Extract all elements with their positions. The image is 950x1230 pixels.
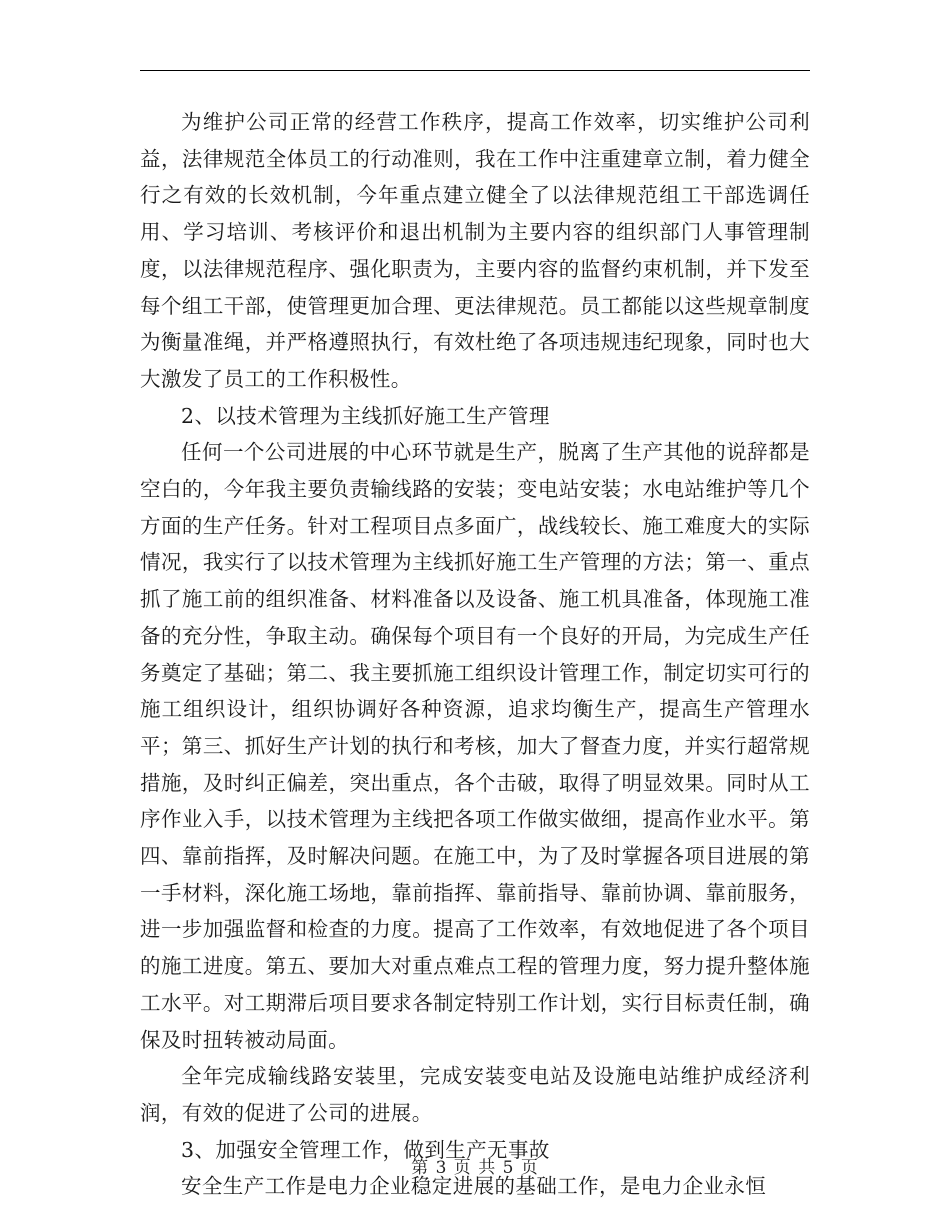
header-rule bbox=[140, 70, 810, 71]
paragraph-regulations: 为维护公司正常的经营工作秩序，提高工作效率，切实维护公司利益，法律规范全体员工的行动准则，我在工作中注重建章立制，着力健全行之有效的长效机制，今年重点建立健全了以法律规范组工干部选调任用、学习培训、考核评价和退出机制为主要内容的组织部门人事管理制度，以法律规范程序、强化职责为，主要内容的监督约束机制，并下发至每个组工干部，使管理更加合理、更法律规范。员工都能以这些规章制度为衡量准绳，并严格遵照执行，有效杜绝了各项违规违纪现象，同时也大大激发了员工的工作积极性。 bbox=[140, 110, 810, 391]
section-heading-construction: 2、以技术管理为主线抓好施工生产管理 bbox=[181, 403, 550, 428]
page-number-footer: 第 3 页 共 5 页 bbox=[411, 1158, 539, 1178]
paragraph-safety: 安全生产工作是电力企业稳定进展的基础工作，是电力企业永恒 bbox=[181, 1174, 767, 1199]
section-heading-safety: 3、加强安全管理工作，做到生产无事故 bbox=[181, 1137, 550, 1162]
paragraph-construction: 任何一个公司进展的中心环节就是生产，脱离了生产其他的说辞都是空白的，今年我主要负责输线路的安装；变电站安装；水电站维护等几个方面的生产任务。针对工程项目点多面广，战线较长、施工难度大的实际情况，我实行了以技术管理为主线抓好施工生产管理的方法；第一、重点抓了施工前的组织准备、材料准备以及设备、施工机具准备，体现施工准备的充分性，争取主动。确保每个项目有一个良好的开局，为完成生产任务奠定了基础；第二、我主要抓施工组织设计管理工作，制定切实可行的施工组织设计，组织协调好各种资源，追求均衡生产，提高生产管理水平；第三、抓好生产计划的执行和考核，加大了督查力度，并实行超常规措施，及时纠正偏差，突出重点，各个击破，取得了明显效果。同时从工序作业入手，以技术管理为主线把各项工作做实做细，提高作业水平。第四、靠前指挥，及时解决问题。在施工中，为了及时掌握各项目进展的第一手材料，深化施工场地，靠前指挥、靠前指导、靠前协调、靠前服务，进一步加强监督和检查的力度。提高了工作效率，有效地促进了各个项目的施工进度。第五、要加大对重点难点工程的管理力度，努力提升整体施工水平。对工期滞后项目要求各制定特别工作计划，实行目标责任制，确保及时扭转被动局面。 bbox=[140, 440, 810, 1052]
document-body bbox=[140, 104, 810, 1205]
paragraph-annual-results: 全年完成输线路安装里，完成安装变电站及设施电站维护成经济利润，有效的促进了公司的进展。 bbox=[140, 1064, 810, 1125]
